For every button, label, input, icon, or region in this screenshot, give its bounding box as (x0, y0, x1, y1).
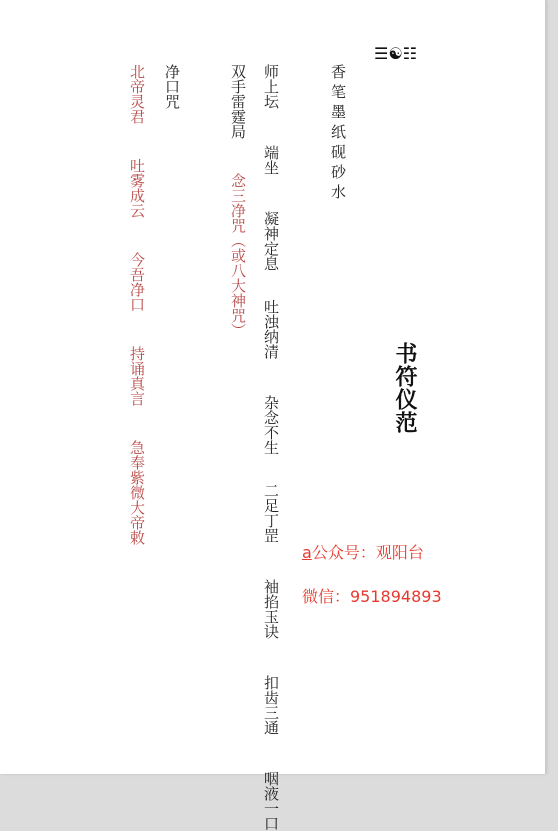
watermark-official-account (302, 540, 424, 563)
three-purity-mantra-text: 念三净咒（或八大神咒） (229, 173, 247, 338)
ritual-step-3: 凝神定息 (262, 211, 280, 271)
column-mantra-text (128, 64, 146, 545)
ritual-step-9: 咽液一口 (262, 771, 280, 831)
watermark-account-text: 公众号：观阳台 (311, 543, 424, 562)
watermark-wechat: 微信：951894893 (302, 587, 442, 606)
mantra-line-3: 今吾净口 (128, 252, 146, 312)
column-thunder-gesture (229, 64, 247, 338)
mantra-line-1: 北帝灵君 (128, 64, 146, 124)
thunder-gesture-text: 双手雷霆局 (229, 64, 247, 139)
ritual-step-6: 二足丁罡 (262, 483, 280, 543)
ritual-step-4: 吐浊纳清 (262, 299, 280, 359)
page-title: 书符仪范 (392, 342, 418, 434)
watermark-prefix: a (302, 543, 312, 562)
ritual-step-2: 端坐 (262, 145, 280, 175)
ritual-step-7: 袖掐玉诀 (262, 579, 280, 639)
mantra-line-4: 持诵真言 (128, 346, 146, 406)
ritual-step-1: 师上坛 (262, 64, 280, 109)
ritual-step-5: 杂念不生 (262, 395, 280, 455)
column-ritual-steps (262, 64, 280, 831)
ritual-step-8: 扣齿三通 (262, 675, 280, 735)
mantra-line-2: 吐雾成云 (128, 158, 146, 218)
trigram-symbol-icon: ☰☯☷ (374, 44, 418, 63)
column-tools: 香笔墨纸砚砂水 (329, 64, 347, 204)
mantra-heading: 净口咒 (163, 64, 181, 109)
mantra-line-5: 急奉紫微大帝敕 (128, 440, 146, 545)
